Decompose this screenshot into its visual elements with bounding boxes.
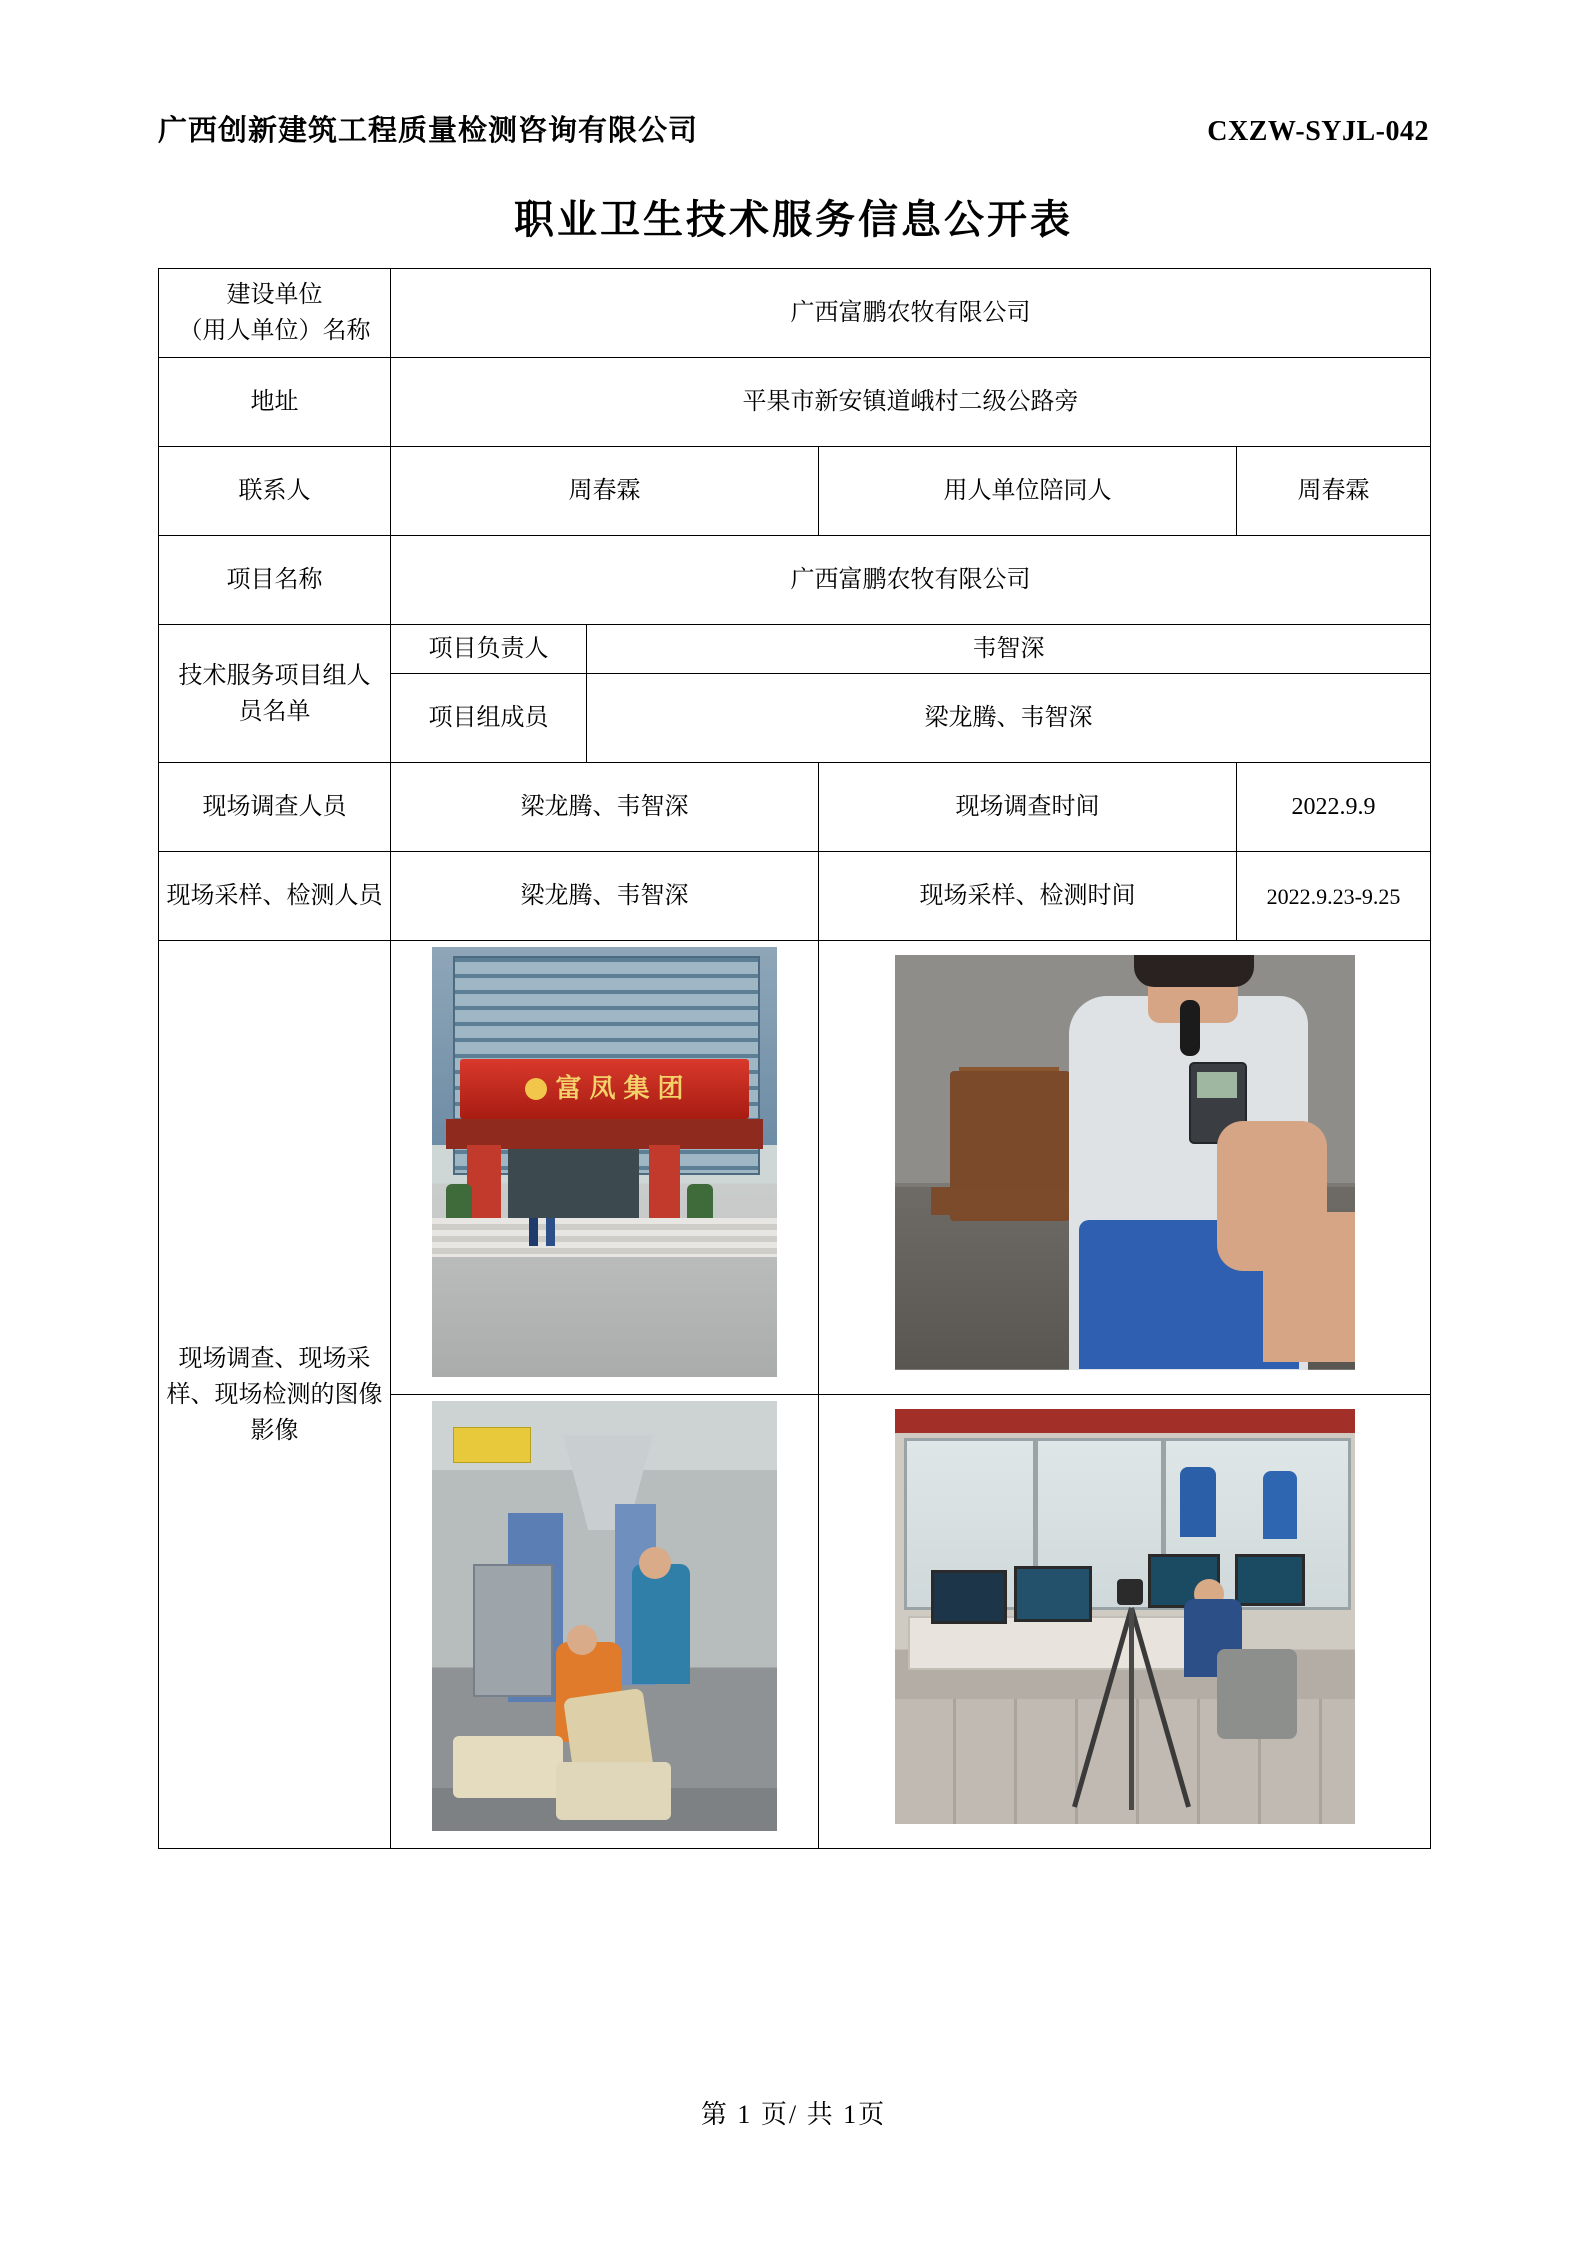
photo-site-entrance	[432, 947, 777, 1377]
construction-unit-label-line1: 建设单位	[226, 282, 323, 308]
construction-unit-value: 广西富鹏农牧有限公司	[391, 269, 1431, 358]
table-row-survey	[159, 763, 1431, 852]
page-title: 职业卫生技术服务信息公开表	[514, 197, 1073, 242]
red-ceiling-band	[895, 1409, 1355, 1434]
members-value: 梁龙腾、韦智深	[587, 674, 1431, 763]
document-header	[158, 108, 1429, 149]
photos-label	[159, 941, 391, 1849]
red-banner-right	[649, 1145, 680, 1222]
team-label-line2: 员名单	[238, 698, 311, 725]
survey-staff-label: 现场调查人员	[159, 763, 391, 852]
address-label: 地址	[159, 358, 391, 447]
table-row-photos-top	[159, 941, 1431, 1395]
page-footer: 第 1 页/ 共 1页	[700, 2100, 887, 2129]
survey-staff-value: 梁龙腾、韦智深	[391, 763, 819, 852]
project-name-label: 项目名称	[159, 536, 391, 625]
sampling-time-value: 2022.9.23-9.25	[1237, 852, 1431, 941]
yellow-warning-sign	[453, 1427, 531, 1463]
construction-unit-label	[159, 269, 391, 358]
person-behind-glass-2	[1263, 1471, 1297, 1539]
photo-cell-1	[391, 941, 819, 1395]
tripod-leg-2	[1072, 1607, 1134, 1807]
worker-orange-head	[567, 1625, 597, 1655]
sampling-staff-value: 梁龙腾、韦智深	[391, 852, 819, 941]
accompany-label: 用人单位陪同人	[819, 447, 1237, 536]
sign-char-1: 富	[555, 1073, 582, 1104]
meter-display	[1197, 1072, 1237, 1098]
person-right	[546, 1218, 555, 1246]
photo-cell-3	[391, 1395, 819, 1849]
feed-sack-stack-left	[453, 1736, 563, 1798]
leader-value: 韦智深	[587, 625, 1431, 674]
leader-label: 项目负责人	[391, 625, 587, 674]
accompany-value: 周春霖	[1237, 447, 1431, 536]
person-behind-glass-1	[1180, 1467, 1216, 1537]
team-label-line1: 技术服务项目组人	[178, 662, 371, 689]
contact-value: 周春霖	[391, 447, 819, 536]
company-signboard	[460, 1059, 750, 1119]
sampling-staff-label: 现场采样、检测人员	[159, 852, 391, 941]
photos-label-line1: 现场调查、现场采	[178, 1345, 371, 1372]
sign-char-3: 集	[623, 1073, 650, 1104]
wooden-bench	[931, 1187, 1081, 1215]
ground	[432, 1257, 777, 1377]
office-chair	[1217, 1649, 1297, 1739]
entrance-doorway	[508, 1149, 639, 1218]
tripod-leg-3	[1129, 1608, 1134, 1810]
table-row-project-name	[159, 536, 1431, 625]
monitor-1	[931, 1570, 1007, 1624]
feed-sack-stack-right	[556, 1762, 671, 1820]
worker-blue	[632, 1564, 690, 1684]
table-row-contact	[159, 447, 1431, 536]
photo-noise-measurement	[895, 955, 1355, 1370]
bagging-machine	[473, 1564, 553, 1697]
document-code: CXZW-SYJL-042	[1207, 116, 1429, 147]
contact-label: 联系人	[159, 447, 391, 536]
monitor-4	[1235, 1554, 1305, 1606]
photos-label-line2: 样、现场检测的图像	[166, 1381, 383, 1408]
sign-char-4: 团	[657, 1073, 684, 1104]
worker-blue-head	[639, 1547, 671, 1579]
table-row-team-leader	[159, 625, 1431, 674]
project-name-value: 广西富鹏农牧有限公司	[391, 536, 1431, 625]
photo-cell-4	[819, 1395, 1431, 1849]
tripod-instrument	[1117, 1579, 1143, 1605]
person-left	[529, 1218, 538, 1246]
members-label: 项目组成员	[391, 674, 587, 763]
tripod-leg-1	[1129, 1607, 1191, 1807]
table-row-address	[159, 358, 1431, 447]
photo-control-room	[895, 1409, 1355, 1824]
info-table	[158, 268, 1431, 1849]
microphone-icon	[1180, 1000, 1200, 1056]
table-row-sampling	[159, 852, 1431, 941]
photo-cell-2	[819, 941, 1431, 1395]
worker-hair	[1134, 955, 1254, 987]
table-row-construction-unit	[159, 269, 1431, 358]
photo-bagging-workshop	[432, 1401, 777, 1831]
team-label	[159, 625, 391, 763]
technician-arm	[1263, 1212, 1355, 1362]
photos-label-line3: 影像	[250, 1417, 299, 1444]
steps	[432, 1218, 777, 1257]
logo-icon	[525, 1078, 547, 1100]
survey-time-label: 现场调查时间	[819, 763, 1237, 852]
company-name: 广西创新建筑工程质量检测咨询有限公司	[158, 115, 699, 147]
construction-unit-label-line2: （用人单位）名称	[178, 318, 371, 344]
survey-time-value: 2022.9.9	[1237, 763, 1431, 852]
sampling-time-label: 现场采样、检测时间	[819, 852, 1237, 941]
measurement-tripod	[1069, 1575, 1189, 1816]
sign-char-2: 凤	[589, 1073, 616, 1104]
address-value: 平果市新安镇道峨村二级公路旁	[391, 358, 1431, 447]
